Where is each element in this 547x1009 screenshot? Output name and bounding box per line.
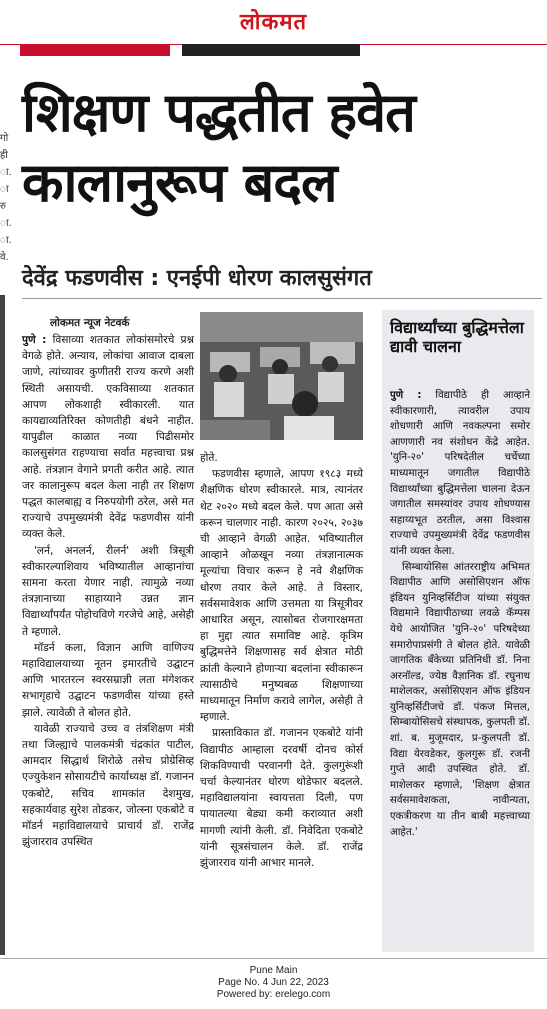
paragraph-text: विद्यापीठे ही आव्हाने स्वीकारणारी, त्यावरील उपाय शोधणारी आणि नवकल्पना समोर आणणारी नव संशोधन केंद्रे आहेत. 'युनि-२०' परिषदेतील चर्चेच्या माध्यमातून जगातील विद्यापीठे विद्यार्थ्यांच्या बुद्धिमत्तेला चालना देऊन जगातील समस्यांवर उपाय शोधण्यास सहाय्यभूत ठरतील, असा विश्वास राज्याचे उपमुख्यमंत्री देवेंद्र फडणवीस यांनी व्यक्त केला. — [390, 390, 530, 557]
strip-red-block — [20, 44, 170, 56]
article-paragraph — [22, 332, 194, 543]
section-strip — [0, 44, 547, 58]
headline-divider — [22, 298, 542, 299]
article-headline — [22, 78, 542, 218]
photo-illustration — [200, 312, 363, 440]
masthead — [0, 0, 547, 45]
left-edge-clipped-text — [0, 130, 10, 280]
sidebar-paragraph: सिम्बायोसिस आंतरराष्ट्रीय अभिमत विद्यापीठ आणि असोसिएशन ऑफ इंडियन युनिव्हर्सिटीज यांच्या संयुक्त विद्यमाने विद्यापीठाच्या लवळे कॅम्पस येथे आयोजित 'युनि-२०' परिषदेच्या समारोपाप्रसंगी ते बोलत होते. यावेळी जागतिक बँकेच्या प्रतिनिधी डॉ. निना अरनॉल्ड, ज्येष्ठ वैज्ञानिक डॉ. रघुनाथ माशेलकर, असोसिएशन ऑफ इंडियन युनिव्हर्सिटीजचे डॉ. पंकज मित्तल, सिम्बायोसिसचे संस्थापक, कुलपती डॉ. शां. ब. मुजूमदार, प्र-कुलपती डॉ. विद्या येरवडेकर, कुलगुरू डॉ. रजनी गुप्ते आदी उपस्थित होते. डॉ. माशेलकर म्हणाले, 'शिक्षण क्षेत्रात सर्वसमावेशकता, नावीन्यता, एकत्रीकरण या तीन बाबी महत्त्वाच्या आहेत.' — [390, 561, 530, 838]
edge-fragment: रु — [0, 201, 6, 212]
edge-fragment: गो — [0, 133, 9, 144]
edition-label: Pune Main — [249, 965, 298, 976]
edge-fragment: ा — [0, 184, 9, 195]
edge-fragment: ही — [0, 150, 8, 161]
left-column-divider — [0, 295, 5, 955]
article-paragraph: मॉडर्न कला, विज्ञान आणि वाणिज्य महाविद्यालयाच्या नूतन इमारतीचे उद्घाटन आणि भारतरत्न स्वरसम्राज्ञी लता मंगेशकर सभागृहाचे उद्घाटन फडणवीस यांच्या हस्ते झाले. त्यावेळी ते बोलत होते. — [22, 641, 194, 719]
article-column-1 — [22, 332, 194, 952]
sidebar-title: विद्यार्थ्यांच्या बुद्धिमत्तेला द्यावी चालना — [390, 318, 524, 356]
article-paragraph: यावेळी राज्याचे उच्च व तंत्रशिक्षण मंत्री तथा जिल्ह्याचे पालकमंत्री चंद्रकांत पाटील, आमदार सिद्धार्थ शिरोळे तसेच प्रोग्रेसिव्ह एज्युकेशन सोसायटीचे कार्याध्यक्ष डॉ. गजानन एकबोटे, सचिव शामकांत देशमुख, सहकार्यवाह सुरेश तोडकर, जोत्स्ना एकबोटे व मॉडर्न महाविद्यालयाचे प्राचार्य डॉ. राजेंद्र झुंजारराव उपस्थित — [22, 722, 194, 849]
edge-fragment: ा. — [0, 218, 12, 229]
page-footer — [0, 958, 547, 1009]
edge-fragment: ा. — [0, 167, 12, 178]
powered-by-link[interactable]: Powered by: erelego.com — [216, 989, 331, 1000]
article-column-2 — [200, 450, 363, 952]
edge-fragment: वे. — [0, 252, 9, 263]
headline-line-2: कालानुरूप बदल — [22, 151, 337, 214]
paragraph-text: विसाव्या शतकात लोकांसमोरचे प्रश्न वेगळे होते. अन्याय, लोकांचा आवाज दाबला जाणे, त्यांच्यावर कुणीतरी राज्य करणे अशी स्थिती असायची. एकविसाव्या शतकात आपण लोकशाही स्वीकारली. यात कायद्याव्यतिरिक्त कोणतीही बंधने नाहीत. यापुढील काळात नव्या पिढीसमोर कालसुसंगत राहण्याचा सर्वात महत्त्वाचा प्रश्न आहे. तंत्रज्ञान वेगाने प्रगती करीत आहे. त्यात जर कालानुरूप बदल केला नाही तर शिक्षण पद्धत कालबाह्य व निरुपयोगी ठरेल, असे मत राज्याचे उपमुख्यमंत्री देवेंद्र फडणवीस यांनी व्यक्त केले. — [22, 334, 194, 541]
page-date-label: Page No. 4 Jun 22, 2023 — [218, 977, 329, 988]
edge-fragment: ा. — [0, 235, 12, 246]
exam-hall-photo — [200, 312, 363, 440]
sidebar-paragraph — [390, 388, 530, 560]
headline-line-1: शिक्षण पद्धतीत हवेत — [22, 81, 415, 144]
dateline: पुणे : — [22, 334, 47, 346]
strip-dark-block — [182, 44, 360, 56]
article-paragraph: 'लर्न, अनलर्न, रीलर्न' अशी त्रिसूत्री स्वीकारल्याशिवाय भविष्यातील आव्हानांचा सामना करता येणार नाही. त्यामुळे नव्या तंत्रज्ञानाच्या साहाय्याने उन्नत ज्ञान विद्यार्थ्यांपर्यंत पोहोचविणे गरजेचे आहे, असेही ते म्हणाले. — [22, 544, 194, 638]
article-paragraph: फडणवीस म्हणाले, आपण १९८३ मध्ये शैक्षणिक धोरण स्वीकारले. मात्र, त्यानंतर थेट २०२० मध्ये बदल केले. पण आता असे करून चालणार नाही. कारण २०२५, २०३७ ची आव्हाने वेगळी आहेत. भविष्यातील आव्हाने ओळखून नव्या तंत्रज्ञानात्मक मूल्यांचा विचार करून हे नवे शैक्षणिक धोरण तयार केले आहे. ते विस्तार, सर्वसमावेशक आणि उत्तमता या त्रिसूत्रीवर आधारित असून, त्यासोबत रोजगारक्षमता हा मुद्दा त्यात समाविष्ट आहे. कृत्रिम बुद्धिमत्तेने शिक्षणासह सर्व क्षेत्रात मोठी क्रांती केल्याने होणाऱ्या बदलांना स्वीकारून त्यासाठीचे मनुष्यबळ शिक्षणाच्या माध्यमातून निर्माण करावे लागेल, असेही ते म्हणाले. — [200, 468, 363, 724]
byline: लोकमत न्यूज नेटवर्क — [50, 317, 130, 329]
sidebar-body — [390, 388, 530, 954]
article-paragraph: होते. — [200, 452, 218, 464]
sidebar-dateline: पुणे : — [390, 390, 422, 401]
newspaper-logo[interactable]: लोकमत — [239, 10, 308, 35]
article-subheadline: देवेंद्र फडणवीस : एनईपी धोरण कालसुसंगत — [22, 266, 372, 291]
article-paragraph: प्रास्ताविकात डॉ. गजानन एकबोटे यांनी विद्यापीठ आम्हाला दरवर्षी दोनच कोर्स शिकविण्याची परवानगी देते. कुलगुरूंशी चर्चा केल्यानंतर धोरण थोडेफार बदलले. महाविद्यालयांना स्वायत्तता दिली, पण पायातल्या बेड्या कमी कराव्यात अशी मागणी त्यांनी केली. डॉ. निवेदिता एकबोटे यांनी सूत्रसंचालन केले. डॉ. राजेंद्र झुंजारराव यांनी आभार मानले. — [200, 727, 363, 870]
